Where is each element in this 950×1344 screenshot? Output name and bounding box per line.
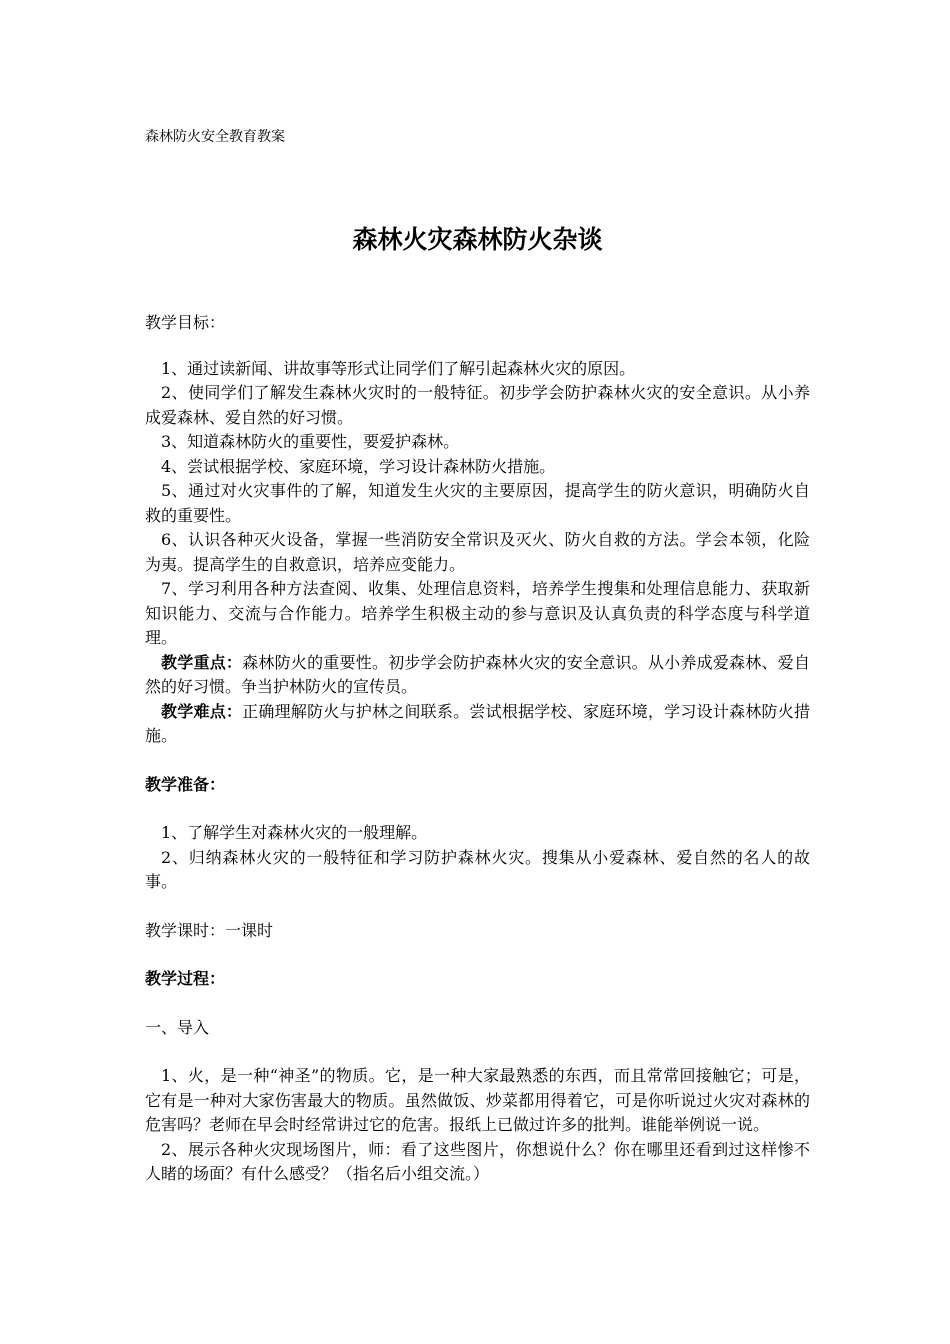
- document-header-label: 森林防火安全教育教案: [145, 129, 285, 145]
- goal-item-3: 3、知道森林防火的重要性，要爱护森林。: [161, 432, 460, 451]
- difficulty-label: 教学难点：: [161, 701, 243, 721]
- document-title: 森林火灾森林防火杂谈: [352, 225, 603, 254]
- process-heading: 教学过程：: [145, 969, 226, 988]
- goal-item-5: 5、通过对火灾事件的了解，知道发生火灾的主要原因，提高学生的防火意识，明确防火自救的重要性。: [145, 481, 810, 525]
- goal-item-7: 7、学习利用各种方法查阅、收集、处理信息资料，培养学生搜集和处理信息能力、获取新知识能力、交流与合作能力。培养学生积极主动的参与意识及认真负责的科学态度与科学道理。: [145, 579, 810, 647]
- process-item-2: 2、展示各种火灾现场图片，师：看了这些图片，你想说什么？你在哪里还看到过这样惨不人睹的场面？有什么感受？（指名后小组交流。）: [145, 1139, 810, 1183]
- goal-item-1: 1、通过读新闻、讲故事等形式让同学们了解引起森林火灾的原因。: [161, 358, 636, 378]
- goal-item-2: 2、使同学们了解发生森林火灾时的一般特征。初步学会防护森林火灾的安全意识。从小养成爱森林、爱自然的好习惯。: [145, 383, 810, 427]
- preparation-heading: 教学准备：: [145, 774, 226, 794]
- goal-item-6: 6、认识各种灭火设备，掌握一些消防安全常识及灭火、防火自救的方法。学会本领，化险为夷。提高学生的自救意识，培养应变能力。: [145, 530, 810, 574]
- goal-item-4: 4、尝试根据学校、家庭环境，学习设计森林防火措施。: [161, 456, 556, 476]
- process-item-1: 1、火，是一种“神圣”的物质。它，是一种大家最熟悉的东西，而且常常回接触它；可是，它有是一种对大家伤害最大的物质。虽然做饭、炒菜都用得着它，可是你听说过火灾对森林的危害吗？老师在早会时经常讲过它的危害。报纸上已做过许多的批判。谁能举例说一说。: [145, 1066, 810, 1134]
- document-body: [145, 127, 810, 1187]
- class-hours: 教学课时：一课时: [145, 920, 274, 940]
- goals-heading: 教学目标：: [145, 313, 226, 332]
- key-point-text: 森林防火的重要性。初步学会防护森林火灾的安全意识。从小养成爱森林、爱自然的好习惯。争当护林防火的宣传员。: [145, 652, 810, 696]
- difficulty-paragraph: [145, 700, 810, 749]
- preparation-item-2: 2、归纳森林火灾的一般特征和学习防护森林火灾。搜集从小爱森林、爱自然的名人的故事。: [145, 847, 810, 891]
- process-part1-heading: 一、导入: [145, 1017, 210, 1037]
- key-point-label: 教学重点：: [161, 652, 243, 672]
- key-point-paragraph: [145, 651, 810, 700]
- difficulty-text: 正确理解防火与护林之间联系。尝试根据学校、家庭环境，学习设计森林防火措施。: [145, 701, 810, 745]
- preparation-item-1: 1、了解学生对森林火灾的一般理解。: [161, 823, 428, 842]
